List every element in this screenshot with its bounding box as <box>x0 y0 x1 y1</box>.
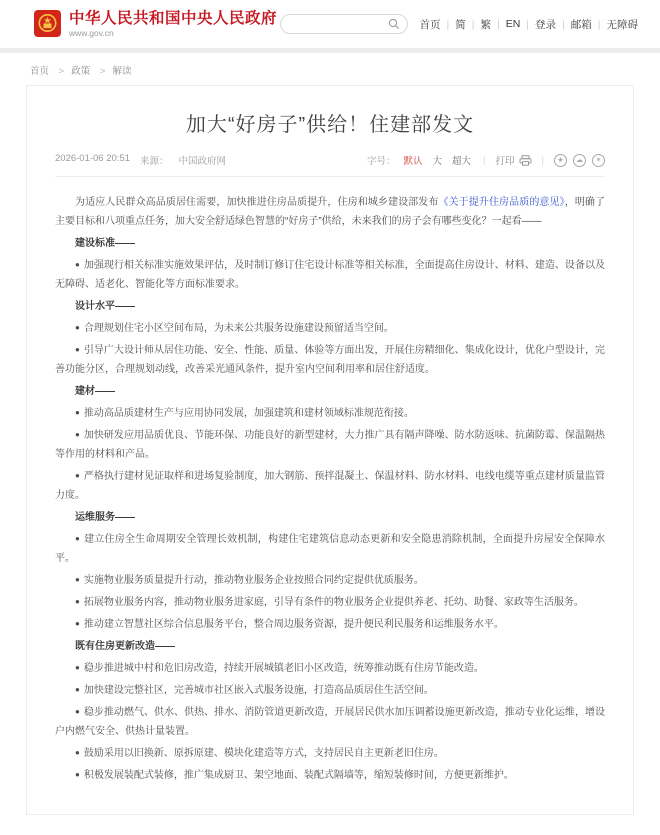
bullet-item: ● 推动建立智慧社区综合信息服务平台，整合周边服务资源，提升便民利民服务和运维服务水平。 <box>75 619 504 630</box>
policy-document-link[interactable]: 《关于提升住房品质的意见》 <box>438 197 565 208</box>
page-title: 加大“好房子”供给！住建部发文 <box>185 114 475 136</box>
share-more-icon[interactable]: ✶ <box>592 154 605 167</box>
national-emblem-icon <box>34 10 61 37</box>
bullet-item: ● 稳步推动燃气、供水、供热、排水、消防管道更新改造，开展居民供水加压调蓄设施更新改造，推动专业化运维，增设户内燃气安全、供热计量装置。 <box>55 707 605 737</box>
bullet-dot-icon: ● <box>75 260 80 269</box>
publish-datetime: 2026-01-06 20:51 <box>55 153 131 164</box>
section-heading: 设计水平—— <box>75 301 135 312</box>
nav-mail[interactable]: | 邮箱 <box>556 17 592 32</box>
bullet-item: ● 鼓励采用以旧换新、原拆原建、模块化建造等方式，支持居民自主更新老旧住房。 <box>75 748 444 759</box>
breadcrumb-policy[interactable]: > 政策 <box>52 66 91 77</box>
intro-paragraph <box>55 193 605 231</box>
nav-home[interactable]: 首页 <box>419 18 441 31</box>
bullet-item: ● 稳步推进城中村和危旧房改造，持续开展城镇老旧小区改造，统筹推动既有住房节能改造。 <box>75 663 484 674</box>
print-label: 打印 <box>495 156 515 167</box>
share-weibo-icon[interactable]: ☁ <box>573 154 586 167</box>
article-body <box>55 177 605 785</box>
bullet-dot-icon: ● <box>75 619 80 628</box>
bullet-dot-icon: ● <box>75 707 80 716</box>
source-value[interactable]: 中国政府网 <box>178 156 227 167</box>
bullet-dot-icon: ● <box>75 597 80 606</box>
nav-english[interactable]: | EN <box>491 18 520 30</box>
section-heading: 建设标准—— <box>75 238 135 249</box>
bullet-item: ● 引导广大设计师从居住功能、安全、性能、质量、体验等方面出发，开展住房精细化、集成化设计，优化户型设计，完善功能分区，合理规划动线，改善采光通风条件，提升室内空间利用率和居住舒适度。 <box>55 345 605 375</box>
meta-separator: | <box>483 154 486 166</box>
source-label: 来源： <box>140 156 169 167</box>
breadcrumb <box>0 53 660 85</box>
top-nav <box>420 17 639 32</box>
bullet-item: ● 推动高品质建材生产与应用协同发展，加强建筑和建材领域标准规范衔接。 <box>75 408 414 419</box>
bullet-item: ● 建立住房全生命周期安全管理长效机制，构建住宅建筑信息动态更新和安全隐患消除机制，全面提升房屋安全保障水平。 <box>55 534 605 564</box>
section-heading: 运维服务—— <box>75 512 135 523</box>
bullet-item: ● 严格执行建材见证取样和进场复验制度，加大钢筋、预拌混凝土、保温材料、防水材料、电线电缆等重点建材质量监管力度。 <box>55 471 605 501</box>
bullet-item: ● 积极发展装配式装修，推广集成厨卫、架空地面、装配式隔墙等，缩短装修时间，方便更新维护。 <box>75 770 514 781</box>
breadcrumb-interpretation[interactable]: > 解读 <box>93 66 132 77</box>
bullet-dot-icon: ● <box>75 345 80 354</box>
bullet-dot-icon: ● <box>75 471 80 480</box>
intro-text-after: ，明确了主要目标和八项重点任务，加大安全舒适绿色智慧的“好房子”供给，未来我们的房子会有哪些变化？一起看—— <box>55 197 606 227</box>
site-url: www.gov.cn <box>69 27 114 38</box>
bullet-item: ● 加强现行相关标准实施效果评估，及时制订修订住宅设计标准等相关标准，全面提高住房设计、材料、建造、设备以及无障碍、适老化、智能化等方面标准要求。 <box>55 260 605 290</box>
fontsize-xlarge-button[interactable]: 超大 <box>452 156 472 167</box>
bullet-dot-icon: ● <box>75 575 80 584</box>
nav-login[interactable]: | 登录 <box>520 17 556 32</box>
bullet-dot-icon: ● <box>75 663 80 672</box>
nav-accessibility[interactable]: | 无障碍 <box>592 17 638 32</box>
gov-logo[interactable] <box>34 10 277 38</box>
bullet-item: ● 加快研发应用品质优良、节能环保、功能良好的新型建材，大力推广具有隔声降噪、防水防返味、抗菌防霉、保温隔热等作用的材料和产品。 <box>55 430 605 460</box>
print-button[interactable] <box>496 153 532 167</box>
bullet-item: ● 拓展物业服务内容，推动物业服务进家庭，引导有条件的物业服务企业提供养老、托幼、助餐、家政等生活服务。 <box>75 597 584 608</box>
nav-simplified[interactable]: | 简 <box>441 17 466 32</box>
bullet-dot-icon: ● <box>75 323 80 332</box>
fontsize-default-button[interactable]: 默认 <box>403 156 423 167</box>
nav-traditional[interactable]: | 繁 <box>466 17 491 32</box>
article-container <box>26 85 634 815</box>
bullet-dot-icon: ● <box>75 430 80 439</box>
share-wechat-icon[interactable]: ★ <box>554 154 567 167</box>
bullet-dot-icon: ● <box>75 748 80 757</box>
fontsize-label: 字号： <box>366 156 396 167</box>
site-header <box>0 0 660 48</box>
bullet-item: ● 加快建设完整社区，完善城市社区嵌入式服务设施，打造高品质居住生活空间。 <box>75 685 434 696</box>
search-icon[interactable] <box>388 18 400 30</box>
search-box[interactable] <box>280 14 408 34</box>
section-heading: 建材—— <box>75 386 115 397</box>
bullet-item: ● 合理规划住宅小区空间布局，为未来公共服务设施建设预留适当空间。 <box>75 323 394 334</box>
bullet-item: ● 实施物业服务质量提升行动，推动物业服务企业按照合同约定提供优质服务。 <box>75 575 424 586</box>
site-title: 中华人民共和国中央人民政府 <box>69 9 278 27</box>
search-input[interactable] <box>288 19 388 30</box>
bullet-dot-icon: ● <box>75 408 80 417</box>
section-heading: 既有住房更新改造—— <box>75 641 175 652</box>
bullet-dot-icon: ● <box>75 685 80 694</box>
printer-icon <box>519 155 532 166</box>
meta-separator: | <box>541 154 544 166</box>
fontsize-large-button[interactable]: 大 <box>432 156 443 167</box>
bullet-dot-icon: ● <box>75 534 81 543</box>
bullet-dot-icon: ● <box>75 770 80 779</box>
article-meta-row <box>55 153 605 177</box>
breadcrumb-home[interactable]: 首页 <box>30 66 50 77</box>
intro-text-before: 为适应人民群众高品质居住需要，加快推进住房品质提升，住房和城乡建设部发布 <box>75 197 439 208</box>
